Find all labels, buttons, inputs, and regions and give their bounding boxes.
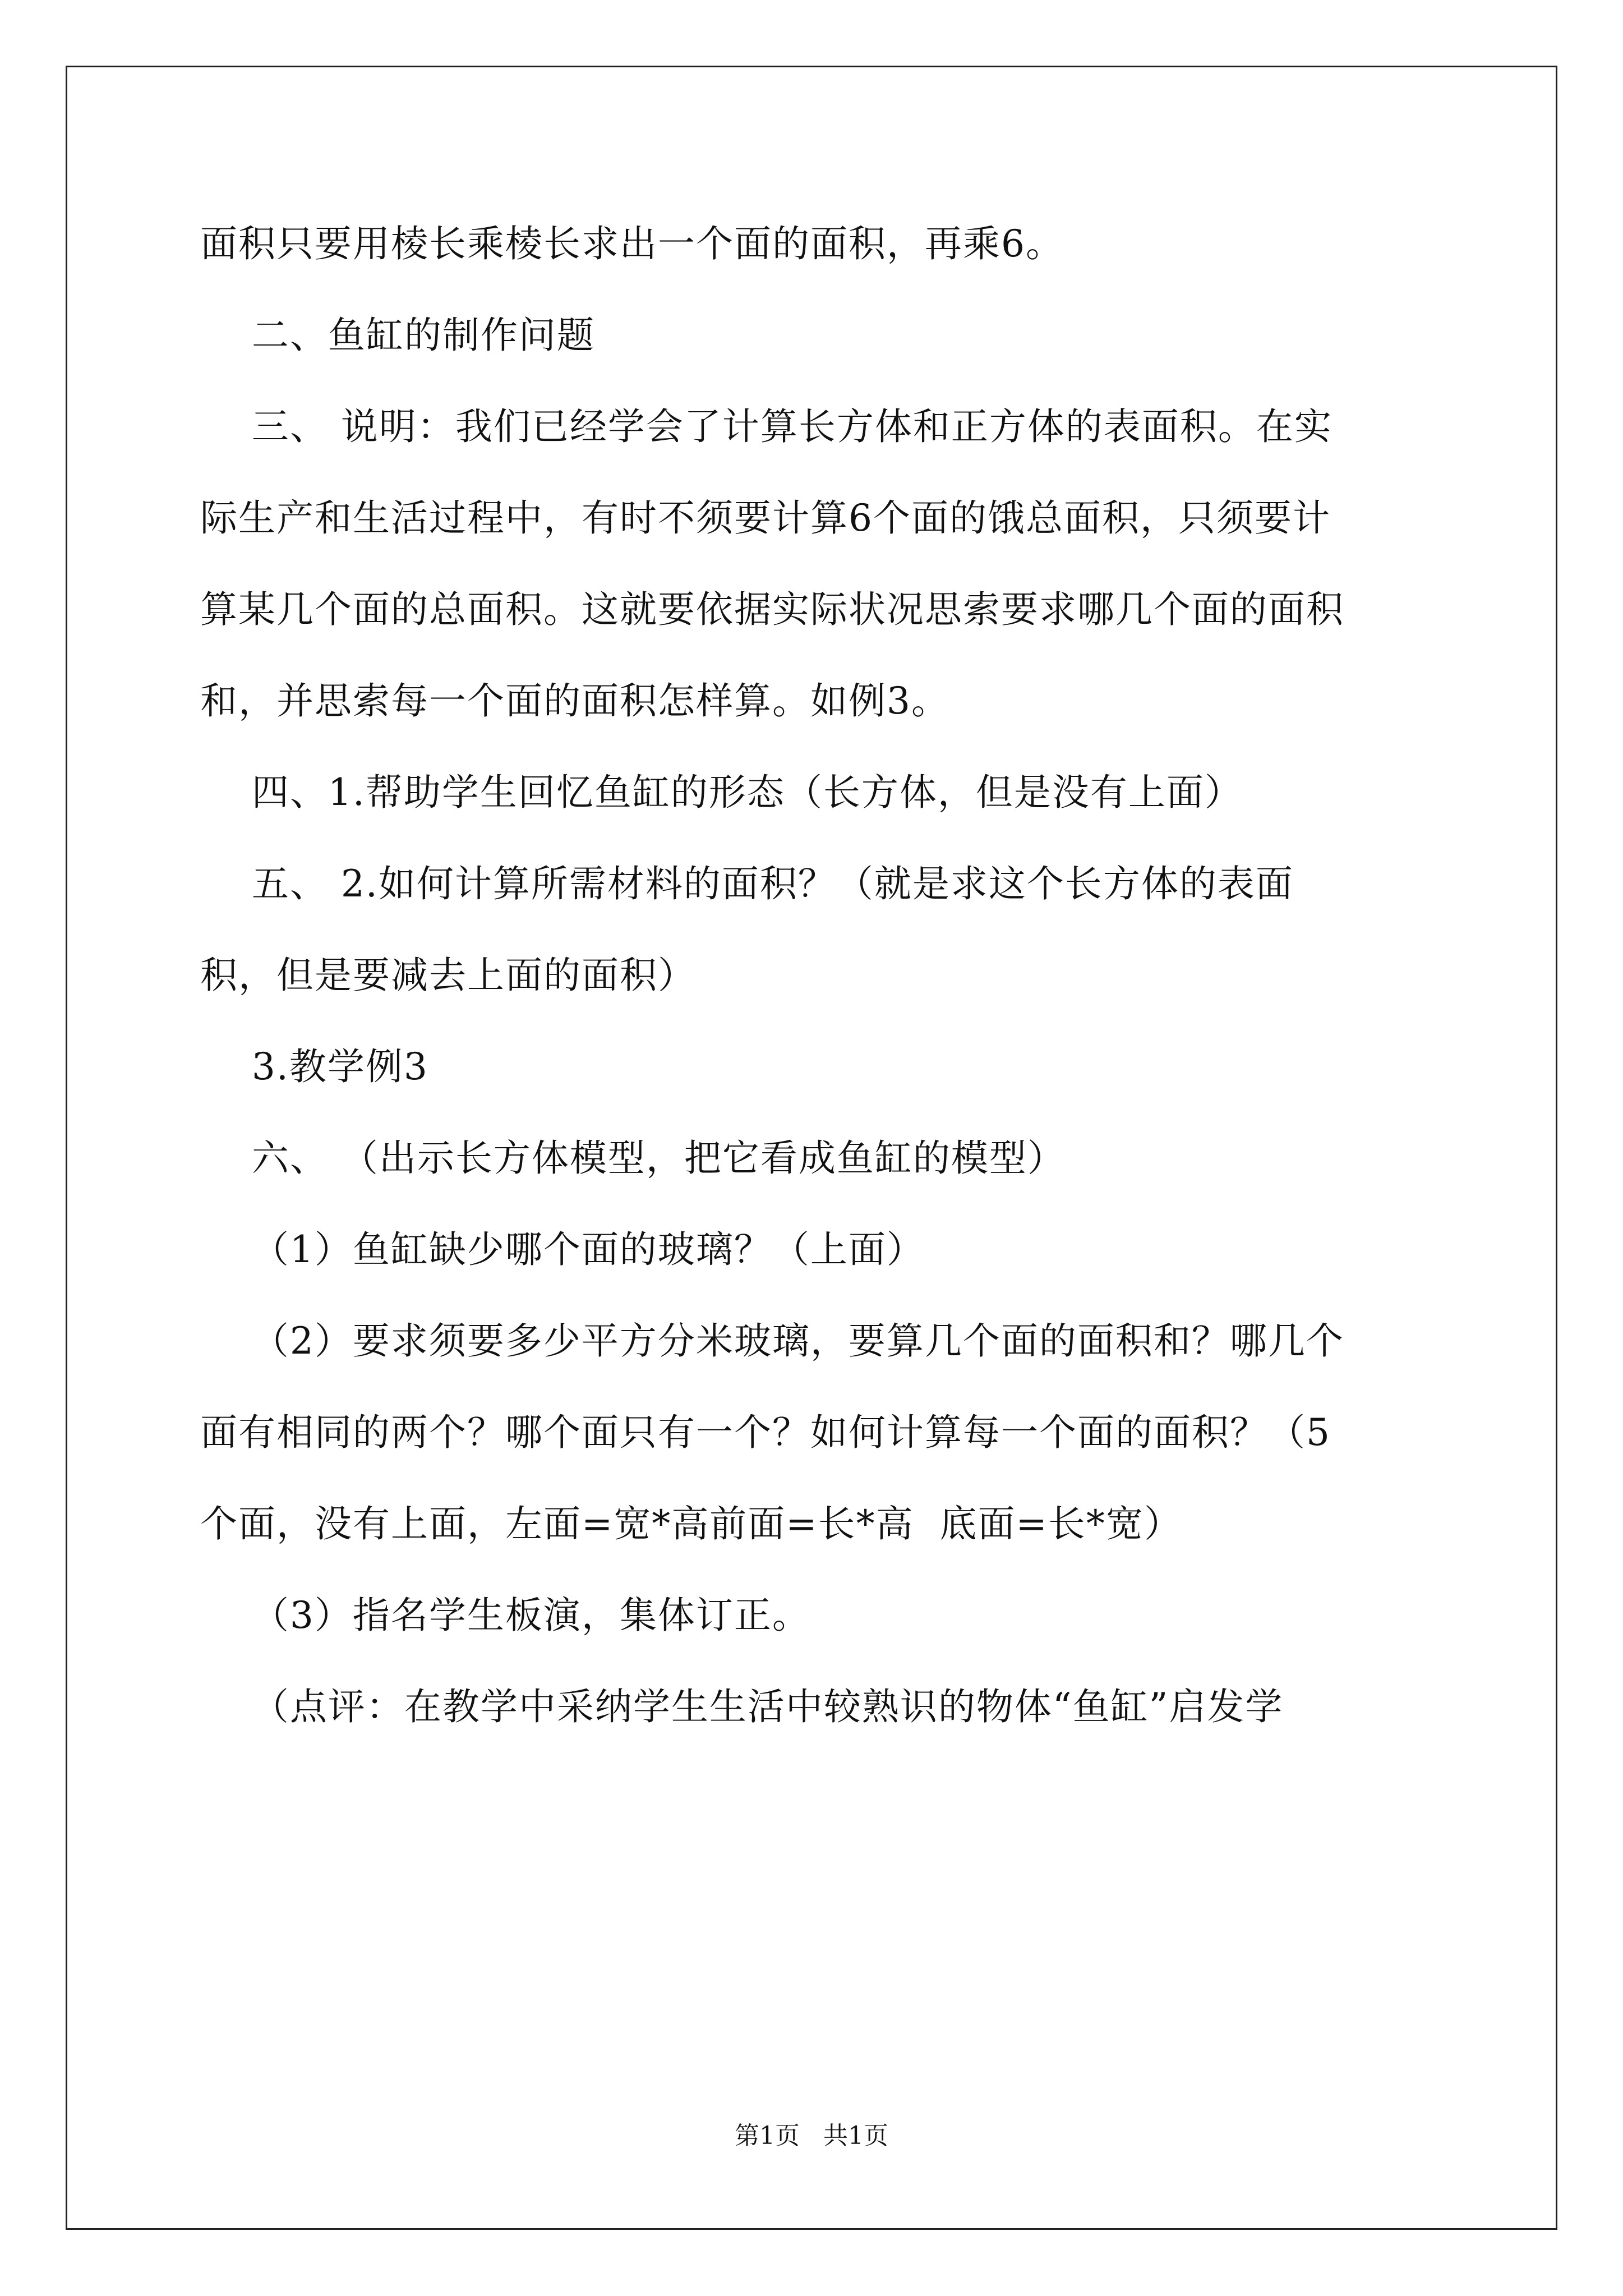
text-line: 三、 说明：我们已经学会了计算长方体和正方体的表面积。在实 xyxy=(200,405,1332,448)
text-line: （1）鱼缸缺少哪个面的玻璃？（上面） xyxy=(200,1228,925,1271)
text-line: 四、1.帮助学生回忆鱼缸的形态（长方体，但是没有上面） xyxy=(200,771,1243,814)
text-line: 积，但是要减去上面的面积） xyxy=(200,954,696,997)
text-line: 六、 （出示长方体模型，把它看成鱼缸的模型） xyxy=(200,1137,1066,1180)
text-line: 面积只要用棱长乘棱长求出一个面的面积，再乘6。 xyxy=(200,222,1064,265)
text-line: 五、 2.如何计算所需材料的面积？（就是求这个长方体的表面 xyxy=(200,862,1294,905)
page-number-footer: 第1页 共1页 xyxy=(735,2122,888,2150)
text-line: 际生产和生活过程中，有时不须要计算6个面的饿总面积，只须要计 xyxy=(200,496,1331,540)
text-line: 个面，没有上面，左面=宽*高前面=长*高 底面=长*宽） xyxy=(200,1502,1182,1545)
text-line: （2）要求须要多少平方分米玻璃，要算几个面的面积和？哪几个 xyxy=(200,1319,1344,1363)
text-line: 算某几个面的总面积。这就要依据实际状况思索要求哪几个面的面积 xyxy=(200,588,1344,631)
text-line: 和，并思索每一个面的面积怎样算。如例3。 xyxy=(200,679,949,723)
text-line: 面有相同的两个？哪个面只有一个？如何计算每一个面的面积？（5 xyxy=(200,1411,1331,1454)
text-line: 3.教学例3 xyxy=(200,1045,428,1088)
text-line: （点评：在教学中采纳学生生活中较熟识的物体“鱼缸”启发学 xyxy=(200,1685,1284,1728)
text-line: （3）指名学生板演，集体订正。 xyxy=(200,1594,810,1637)
text-line: 二、鱼缸的制作问题 xyxy=(200,314,595,357)
